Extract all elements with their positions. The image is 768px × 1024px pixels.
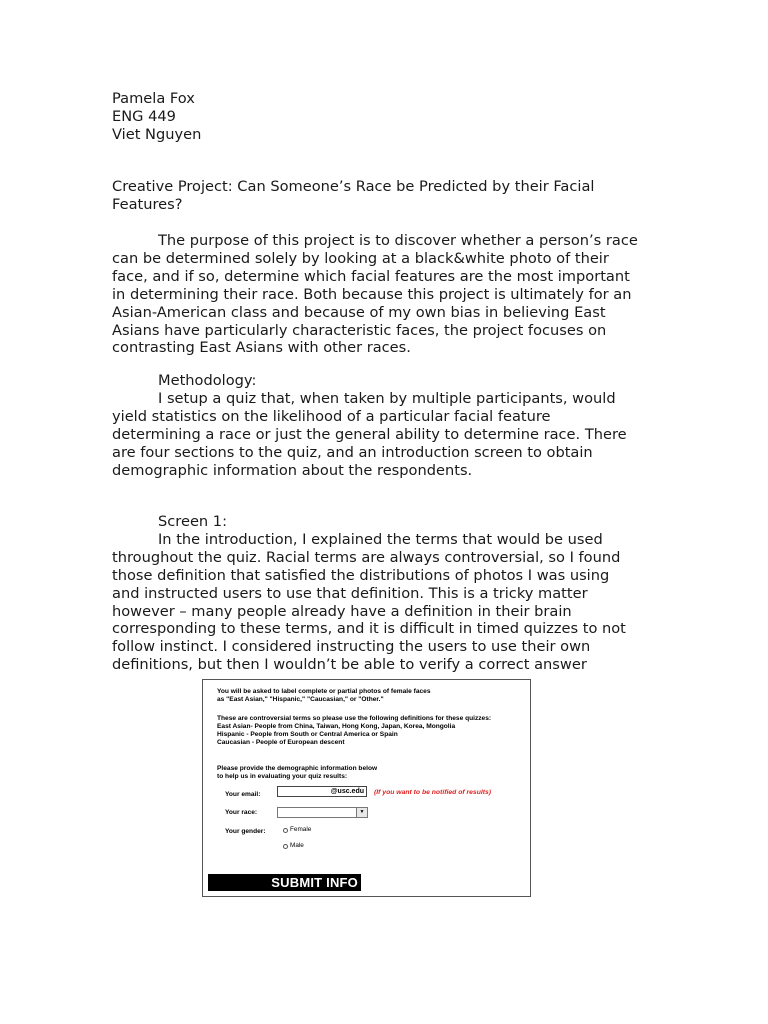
paragraph-line: In the introduction, I explained the terms that would be used <box>158 530 603 548</box>
radio-icon[interactable] <box>283 844 288 849</box>
paragraph-line: are four sections to the quiz, and an introduction screen to obtain <box>112 443 593 461</box>
radio-icon[interactable] <box>283 828 288 833</box>
gender-label: Your gender: <box>225 828 266 835</box>
document-header <box>112 90 672 144</box>
demographic-prompt <box>217 765 522 781</box>
paragraph-line: can be determined solely by looking at a black&white photo of their <box>112 249 609 267</box>
paragraph-line: and instructed users to use that definition. This is a tricky matter <box>112 584 588 602</box>
paragraph-line: demographic information about the respondents. <box>112 461 473 479</box>
document-title <box>112 178 672 214</box>
title-line: Creative Project: Can Someone’s Race be Predicted by their Facial <box>112 178 595 195</box>
paragraph-line: Asian-American class and because of my own bias in believing East <box>112 303 606 321</box>
instruction-line: You will be asked to label complete or partial photos of female faces <box>217 688 431 695</box>
purpose-paragraph <box>112 232 672 357</box>
title-line: Features? <box>112 195 183 213</box>
prompt-line: Please provide the demographic information below <box>217 765 378 772</box>
instructor-name: Viet Nguyen <box>112 125 202 143</box>
notify-note: (If you want to be notified of results) <box>374 789 492 796</box>
race-label: Your race: <box>225 809 258 816</box>
course-code: ENG 449 <box>112 107 176 125</box>
author-name: Pamela Fox <box>112 90 195 107</box>
quiz-instructions <box>217 688 522 704</box>
paragraph-line: determining a race or just the general ability to determine race. There <box>112 425 627 443</box>
definition-line: Caucasian - People of European descent <box>217 739 345 746</box>
paragraph-line: in determining their race. Both because this project is ultimately for an <box>112 285 632 303</box>
paragraph-line: throughout the quiz. Racial terms are always controversial, so I found <box>112 548 621 566</box>
screen1-heading: Screen 1: <box>158 513 228 530</box>
paragraph-line: definitions, but then I wouldn’t be able to verify a correct answer <box>112 656 587 674</box>
definition-line: Hispanic - People from South or Central America or Spain <box>217 731 398 738</box>
paragraph-line: I setup a quiz that, when taken by multiple participants, would <box>158 389 616 407</box>
chevron-down-icon[interactable]: ▼ <box>356 808 367 817</box>
prompt-line: to help us in evaluating your quiz results: <box>217 773 348 780</box>
gender-male-label: Male <box>290 842 304 849</box>
email-label: Your email: <box>225 791 261 798</box>
gender-female-label: Female <box>290 826 312 833</box>
gender-female-option[interactable] <box>283 826 311 834</box>
paragraph-line: however – many people already have a definition in their brain <box>112 602 572 620</box>
definition-line: East Asian- People from China, Taiwan, Hong Kong, Japan, Korea, Mongolia <box>217 723 456 730</box>
paragraph-line: yield statistics on the likelihood of a particular facial feature <box>112 407 551 425</box>
paragraph-line: The purpose of this project is to discover whether a person’s race <box>158 232 638 249</box>
submit-info-button[interactable]: SUBMIT INFO <box>208 874 361 891</box>
race-definitions <box>217 715 527 747</box>
definition-line: These are controversial terms so please use the following definitions for these quizzes: <box>217 715 492 722</box>
methodology-heading: Methodology: <box>158 372 257 389</box>
paragraph-line: corresponding to these terms, and it is difficult in timed quizzes to not <box>112 620 626 638</box>
instruction-line: as "East Asian," "Hispanic," "Caucasian," or "Other." <box>217 696 384 703</box>
paragraph-line: follow instinct. I considered instructing the users to use their own <box>112 638 591 656</box>
gender-male-option[interactable] <box>283 842 304 850</box>
methodology-section <box>112 372 672 479</box>
screen1-section <box>112 513 672 674</box>
paragraph-line: Asians have particularly characteristic faces, the project focuses on <box>112 321 607 339</box>
paragraph-line: those definition that satisfied the distributions of photos I was using <box>112 566 610 584</box>
quiz-intro-screenshot <box>202 679 531 897</box>
paragraph-line: contrasting East Asians with other races. <box>112 339 411 357</box>
paragraph-line: face, and if so, determine which facial features are the most important <box>112 267 630 285</box>
email-field[interactable]: @usc.edu <box>277 786 367 797</box>
race-select[interactable] <box>277 807 368 818</box>
